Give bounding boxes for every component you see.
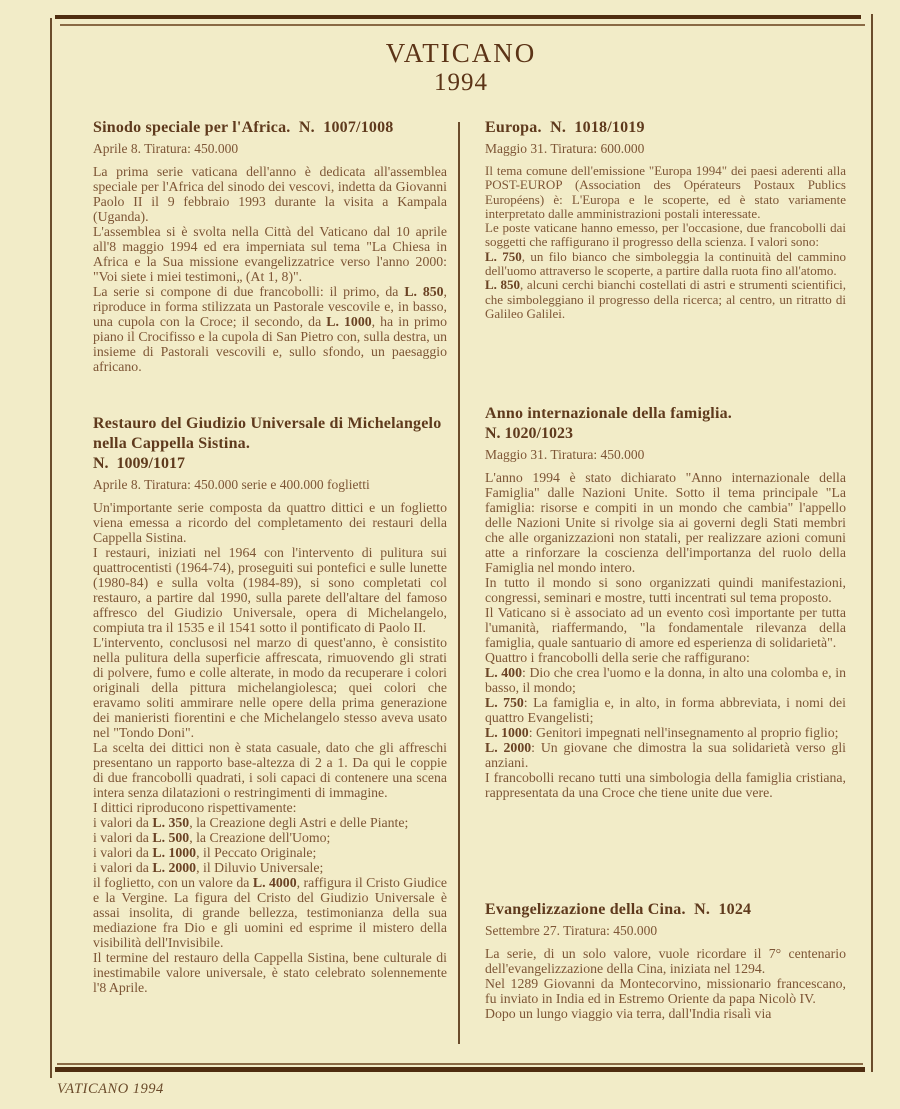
section-catalog-number: N. 1009/1017 (93, 455, 185, 472)
top-rule-thick (55, 15, 861, 19)
left-border-rule (50, 18, 52, 1078)
section-heading: Sinodo speciale per l'Africa. N. 1007/1008 (93, 119, 394, 136)
page-footer: VATICANO 1994 (57, 1081, 164, 1097)
section-restauro-giudizio (93, 414, 447, 995)
section-heading: Europa. N. 1018/1019 (485, 119, 645, 136)
paragraph: I francobolli recano tutti una simbologia della famiglia cristiana, rappresentata da una Croce che tiene unite due vere. (485, 770, 846, 800)
paragraph: L'anno 1994 è stato dichiarato "Anno internazionale della Famiglia" dalle Nazioni Unite. Sotto il tema principale "La famiglia: risorse e compiti in un mondo che cambia" l'appello delle Nazioni Unite si rivolge sia ai governi degli Stati membri che alle organizzazioni non statali, per realizzare azioni comuni atte a rinforzare la coscienza dell'importanza del ruolo della Famiglia nel mondo intero. (485, 470, 846, 575)
value-list-item: L. 850, alcuni cerchi bianchi costellati di astri e strumenti scientifici, che simboleggiano il progresso della ricerca; al centro, un ritratto di Galileo Galilei. (485, 277, 846, 321)
section-heading: Anno internazionale della famiglia. (485, 405, 732, 422)
value-list-item: i valori da L. 1000, il Peccato Originale; (93, 845, 317, 860)
bottom-rule-thick (55, 1067, 865, 1072)
section-anno-famiglia (485, 404, 846, 800)
section-evangelizzazione-cina (485, 900, 846, 1021)
section-heading: Evangelizzazione della Cina. N. 1024 (485, 901, 752, 918)
paragraph: Dopo un lungo viaggio via terra, dall'India risalì via (485, 1006, 772, 1021)
value-list-item: L. 2000: Un giovane che dimostra la sua solidarietà verso gli anziani. (485, 740, 846, 770)
value-list-item: L. 750, un filo bianco che simboleggia la continuità del cammino dell'uomo attraverso le scoperte, a partire dalla ruota fino all'atomo. (485, 248, 846, 279)
section-sinodo-africa (93, 118, 447, 374)
section-issue-info: Maggio 31. Tiratura: 600.000 (485, 141, 645, 156)
paragraph: La prima serie vaticana dell'anno è dedicata all'assemblea speciale per l'Africa del sinodo dei vescovi, indetta da Giovanni Paolo II il 9 febbraio 1993 durante la visita a Kampala (Uganda). (93, 164, 447, 224)
paragraph: La serie, di un solo valore, vuole ricordare il 7° centenario dell'evangelizzazione della Cina, iniziata nel 1294. (485, 946, 846, 976)
top-rule-thin (60, 24, 865, 26)
value-list-item: L. 750: La famiglia e, in alto, in forma abbreviata, i nomi dei quattro Evangelisti; (485, 695, 847, 725)
page-title: VATICANO (385, 38, 537, 68)
paragraph: Il Vaticano si è associato ad un evento così importante per tutta l'umanità, riaffermando, "la fondamentale rilevanza della famiglia, quale santuario di amore ed esperienza di solidarietà". (485, 605, 846, 650)
right-border-rule (871, 14, 873, 1072)
paragraph: L'assemblea si è svolta nella Città del Vaticano dal 10 aprile all'8 maggio 1994 ed era imperniata sul tema "La Chiesa in Africa e la Sua missione evangelizzatrice verso l'anno 2000: "Voi siete i miei testimoni„ (At 1, 8)". (93, 224, 447, 284)
paragraph: Le poste vaticane hanno emesso, per l'occasione, due francobolli dai soggetti che raffigurano il progresso della scienza. I valori sono: (485, 220, 846, 250)
value-list-item: L. 400: Dio che crea l'uomo e la donna, in alto una colomba e, in basso, il mondo; (485, 665, 846, 695)
value-list-item: i valori da L. 2000, il Diluvio Universale; (93, 860, 324, 875)
paragraph: I dittici riproducono rispettivamente: (93, 800, 297, 815)
section-issue-info: Maggio 31. Tiratura: 450.000 (485, 447, 645, 462)
column-divider-rule (458, 122, 460, 1044)
paragraph: Il termine del restauro della Cappella Sistina, bene culturale di inestimabile valore universale, è stato celebrato solennemente l'8 Aprile. (93, 950, 447, 995)
paragraph: Un'importante serie composta da quattro dittici e un foglietto viena emessa a ricordo del completamento dei restauri della Cappella Sistina. (93, 500, 447, 545)
bottom-rule-thin (57, 1063, 863, 1065)
value-list-item: i valori da L. 350, la Creazione degli Astri e delle Piante; (93, 815, 409, 830)
paragraph: I restauri, iniziati nel 1964 con l'intervento di pulitura sui quattrocentisti (1964-74), proseguiti sui pontefici e sulle lunette (1980-84) e sulla volta (1984-89), si sono completati col restauro, a partire dal 1990, sulla parete dell'altare del famoso affresco del Giudizio Universale, opera di Michelangelo, compiuta tra il 1535 e il 1541 sotto il pontificato di Paolo II. (93, 545, 447, 635)
paragraph: Quattro i francobolli della serie che raffigurano: (485, 650, 750, 665)
value-list-item: il foglietto, con un valore da L. 4000, raffigura il Cristo Giudice e la Vergine. La figura del Cristo del Giudizio Universale è assai insolita, di grande bellezza, testimonianza della sua mediazione fra Dio e gli uomini ed esprime il mistero della visibilità dell'Invisibile. (93, 875, 447, 950)
page-header (50, 38, 872, 96)
paragraph: Il tema comune dell'emissione "Europa 1994" dei paesi aderenti alla POST-EUROP (Association des Opérateurs Postaux Publics Européens) è: L'Europa e le scoperte, ed è stato variamente interpretato dalle amministrazioni postali interessate. (485, 163, 846, 221)
paragraph: La scelta dei dittici non è stata casuale, dato che gli affreschi presentano un rapporto base-altezza di 2 a 1. Da qui le coppie di due francobolli quadrati, i soli capaci di contenere una scena intera senza dilatazioni o restringimenti di immagine. (93, 740, 447, 800)
value-list-item: L. 1000: Genitori impegnati nell'insegnamento al proprio figlio; (485, 725, 839, 740)
section-issue-info: Settembre 27. Tiratura: 450.000 (485, 923, 658, 938)
paragraph: In tutto il mondo si sono organizzati quindi manifestazioni, congressi, seminari e mostre, tutti incentrati sul tema proposto. (485, 575, 846, 605)
page-year: 1994 (434, 69, 488, 96)
section-issue-info: Aprile 8. Tiratura: 450.000 (93, 141, 239, 156)
paragraph: La serie si compone di due francobolli: il primo, da L. 850, riproduce in forma stilizzata un Pastorale vescovile e, in basso, una cupola con la Croce; il secondo, da L. 1000, ha in primo piano il Crocifisso e la cupola di San Pietro con, sulla destra, un insieme di Pastorali vescovili e, sullo sfondo, un paesaggio africano. (93, 284, 448, 374)
section-heading: Restauro del Giudizio Universale di Michelangelo nella Cappella Sistina. (93, 415, 446, 452)
value-list-item: i valori da L. 500, la Creazione dell'Uomo; (93, 830, 331, 845)
paragraph: L'intervento, conclusosi nel marzo di quest'anno, è consistito nella pulitura della superficie affrescata, rimuovendo gli strati di polvere, fumo e colle alterate, in modo da recuperare i colori originali della pittura michelangiolesca; quei colori che eravamo soliti ammirare nelle opere della prima generazione dei manieristi fiorentini e che Michelangelo stesso aveva usato nel "Tondo Doni". (93, 635, 447, 740)
section-issue-info: Aprile 8. Tiratura: 450.000 serie e 400.000 foglietti (93, 477, 370, 492)
paragraph: Nel 1289 Giovanni da Montecorvino, missionario francescano, fu inviato in India ed in Estremo Oriente da papa Nicolò IV. (485, 976, 846, 1006)
section-catalog-number: N. 1020/1023 (485, 425, 573, 442)
section-europa (485, 118, 846, 321)
